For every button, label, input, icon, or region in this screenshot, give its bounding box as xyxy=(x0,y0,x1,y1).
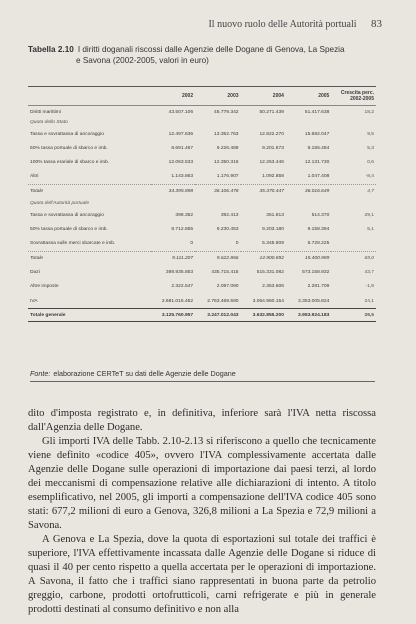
table-row xyxy=(28,294,376,309)
table-cell: -1,8 xyxy=(365,284,374,290)
table-row xyxy=(28,208,376,222)
table-cell: 9.622.866 xyxy=(195,251,240,266)
table-cell: 36.016.649 xyxy=(286,184,331,199)
table-cell: 50.271.439 xyxy=(259,109,284,115)
table-cell: 35.370.447 xyxy=(241,184,286,199)
table-cell: 9.158.394 xyxy=(307,226,330,232)
table-cell: 12.063.533 xyxy=(168,159,194,165)
table-row-label: Totale generale xyxy=(28,309,151,322)
table-cell: 1.047.408 xyxy=(307,174,330,180)
table-row-label: 50% tassa portuale di sbarco e imb. xyxy=(30,145,108,151)
table-cell: 12.822.270 xyxy=(259,131,284,137)
source-text: elaborazione CERTeT su dati delle Agenzie delle Dogane xyxy=(53,369,236,378)
table-cell: 514.370 xyxy=(311,212,330,218)
table-cell: 36.106.478 xyxy=(195,184,240,199)
table-section-row xyxy=(28,118,376,127)
table-row-label: Altre imposte xyxy=(30,284,59,290)
table-cell: 9.201.673 xyxy=(262,145,284,151)
table-cell: 9.230.453 xyxy=(216,226,239,232)
table-cell: 15.400.989 xyxy=(286,251,331,266)
table-row xyxy=(28,280,376,294)
table-cell: 43,7 xyxy=(364,270,374,276)
table-cell: 0 xyxy=(235,240,239,246)
table-cell: 9.226.489 xyxy=(216,145,239,151)
table-cell: 12.131.730 xyxy=(304,159,330,165)
table-header-cell: 2002 xyxy=(181,93,194,99)
table-cell: 0,6 xyxy=(367,159,374,165)
table-source xyxy=(30,369,375,382)
table-cell: 3.247.012.043 xyxy=(195,309,240,322)
table-cell: 45.779.342 xyxy=(214,109,239,115)
table-cell: 398.935.853 xyxy=(165,270,194,276)
table-subtotal-row xyxy=(28,184,376,199)
table-row xyxy=(28,236,376,251)
table-cell: 24,1 xyxy=(364,298,374,304)
table-cell: 3.125.760.957 xyxy=(151,309,195,322)
table-cell: 26,5 xyxy=(331,309,376,322)
table-cell: 1.176.907 xyxy=(216,174,239,180)
table-cell: 1.092.858 xyxy=(262,174,284,180)
table-cell: 435.715.415 xyxy=(211,270,239,276)
body-text xyxy=(28,407,376,617)
table-row xyxy=(28,170,376,185)
table-cell: 398.352 xyxy=(175,212,194,218)
table-row-label: 100% tassa erariale di sbarco e imb. xyxy=(30,159,110,165)
table-cell: 18,2 xyxy=(364,109,374,115)
table-caption-line2: e Savona (2002-2005, valori in euro) xyxy=(76,56,209,65)
table-cell: 573.158.932 xyxy=(302,270,330,276)
table-cell: 1.143.863 xyxy=(171,174,194,180)
table-cell: 2.763.469.590 xyxy=(207,298,239,304)
paragraph: dito d'imposta registrato e, in definitiva, inferiore sarà l'IVA netta riscossa dall'Agenzia delle Dogane. xyxy=(28,408,376,433)
table-cell: 51.417.638 xyxy=(304,109,330,115)
table-label: Tabella 2.10 xyxy=(28,45,74,54)
table-row-label: Altri xyxy=(30,174,39,180)
table-header-cell: 2003 xyxy=(227,93,239,99)
table-cell: 2.322.547 xyxy=(171,284,194,290)
table-header-row xyxy=(28,87,376,106)
table-row xyxy=(28,266,376,280)
table-row-label: Tassa e sovrattassa di ancoraggio xyxy=(30,131,104,137)
table-row-label: Diritti marittimi xyxy=(30,109,61,115)
page-number: 83 xyxy=(371,18,382,30)
table-cell: 9.203.180 xyxy=(262,226,284,232)
table-row-label: IVA xyxy=(30,298,38,304)
table-cell: 12.350.316 xyxy=(214,159,239,165)
table-cell: 34.395.898 xyxy=(151,184,195,199)
table-cell: 43.507.106 xyxy=(168,109,194,115)
table-cell: 0 xyxy=(190,240,194,246)
table-caption xyxy=(28,44,378,66)
customs-duties-table xyxy=(28,86,376,322)
table-cell: 2.353.606 xyxy=(262,284,284,290)
table-cell: 392.413 xyxy=(220,212,239,218)
table-row-label: Sovrattassa sulle merci sbarcate e imb. xyxy=(30,240,116,246)
table-section-row xyxy=(28,199,376,208)
table-section-label: Quota dello Stato xyxy=(30,120,68,125)
table-header-cell xyxy=(28,87,151,106)
table-cell: 5,3 xyxy=(367,145,374,151)
table-cell: 4,7 xyxy=(331,184,376,199)
table-cell: 2.681.015.452 xyxy=(161,298,194,304)
table-row-label: Dazi xyxy=(30,270,40,276)
table-cell: 69,0 xyxy=(331,251,376,266)
table-row-label: 50% tassa portuale di sbarco e imb. xyxy=(30,226,108,232)
table-row-label: Tassa e sovrattassa di ancoraggio xyxy=(30,212,104,218)
table-cell: 9.111.207 xyxy=(151,251,195,266)
table-row-label: Totale xyxy=(28,251,151,266)
table-cell: 5,1 xyxy=(367,226,374,232)
table-grand-total-row xyxy=(28,309,376,322)
table-cell: 3.064.960.154 xyxy=(252,298,284,304)
table-cell: 13.352.763 xyxy=(214,131,239,137)
table-cell: 351.913 xyxy=(266,212,284,218)
running-head-title: Il nuovo ruolo delle Autorità portuali xyxy=(208,19,357,30)
table-cell: 5.728.225 xyxy=(307,240,330,246)
table-caption-line1: I diritti doganali riscossi dalle Agenzie delle Dogane di Genova, La Spezia xyxy=(77,45,345,54)
table-cell: -8,4 xyxy=(365,174,374,180)
table-body xyxy=(28,106,376,322)
table-cell: 12.253.446 xyxy=(259,159,284,165)
table-subtotal-row xyxy=(28,251,376,266)
table-cell: 14.900.892 xyxy=(241,251,286,266)
paragraph: A Genova e La Spezia, dove la quota di esportazioni sul totale dei traffici è superiore, l'IVA effettivamente incassata dalle Agenzie delle Dogane si riduce di quasi il 40 per cento rispetto a quella accertata per le operazioni di importazione. A Savona, il fatto che i traffici siano rappresentati in buona parte da petrolio greggio, carbone, prodotti ortofrutticoli, carni refrigerate e più in generale prodotti destinati al consumo definitivo e non alla xyxy=(28,534,376,615)
table-row xyxy=(28,141,376,155)
table-row xyxy=(28,106,376,119)
table-header-cell: 2004 xyxy=(272,93,284,99)
table-cell: 15.682.047 xyxy=(304,131,330,137)
table-cell: 3.953.924.183 xyxy=(286,309,331,322)
paragraph: Gli importi IVA delle Tabb. 2.10-2.13 si riferiscono a quello che tecnicamente viene definito «codice 405», ovvero l'IVA complessivamente accertata dalle Agenzie delle Dogane sulle operazioni di importazione dai paesi terzi, al lordo dei meccanismi di compensazione relative alle dichiarazioni di intento. A titolo esemplificativo, nel 2005, gli importi a compensazione dell'IVA codice 405 sono stati: 677,2 milioni di euro a Genova, 326,8 milioni a La Spezia e 72,9 milioni a Savona. xyxy=(28,436,376,531)
table-header-cell: Crescita perc. 2002-2005 xyxy=(340,90,374,102)
table-cell: 9.155.484 xyxy=(307,145,330,151)
table-cell: 515.331.082 xyxy=(256,270,284,276)
source-label: Fonte: xyxy=(30,369,51,378)
table-cell: 3.353.005.824 xyxy=(298,298,330,304)
table-cell: 9,5 xyxy=(367,131,374,137)
table-row xyxy=(28,222,376,236)
table-header-cell: 2005 xyxy=(318,93,330,99)
table-cell: 8.691.467 xyxy=(171,145,194,151)
table-cell: 5.345.809 xyxy=(262,240,284,246)
table-row xyxy=(28,127,376,141)
table-row xyxy=(28,155,376,169)
table-row-label: Totale xyxy=(28,184,151,199)
table-cell: 12.497.636 xyxy=(168,131,194,137)
running-head xyxy=(208,18,382,30)
table-section-label: Quota dell'Autorità portuale xyxy=(30,200,90,206)
table-cell: 8.712.855 xyxy=(171,226,194,232)
table-cell xyxy=(331,236,376,251)
table-cell: 3.632.855.200 xyxy=(241,309,286,322)
table-cell: 29,1 xyxy=(364,212,374,218)
table-cell: 2.281.709 xyxy=(307,284,330,290)
table-cell: 2.097.090 xyxy=(216,284,239,290)
